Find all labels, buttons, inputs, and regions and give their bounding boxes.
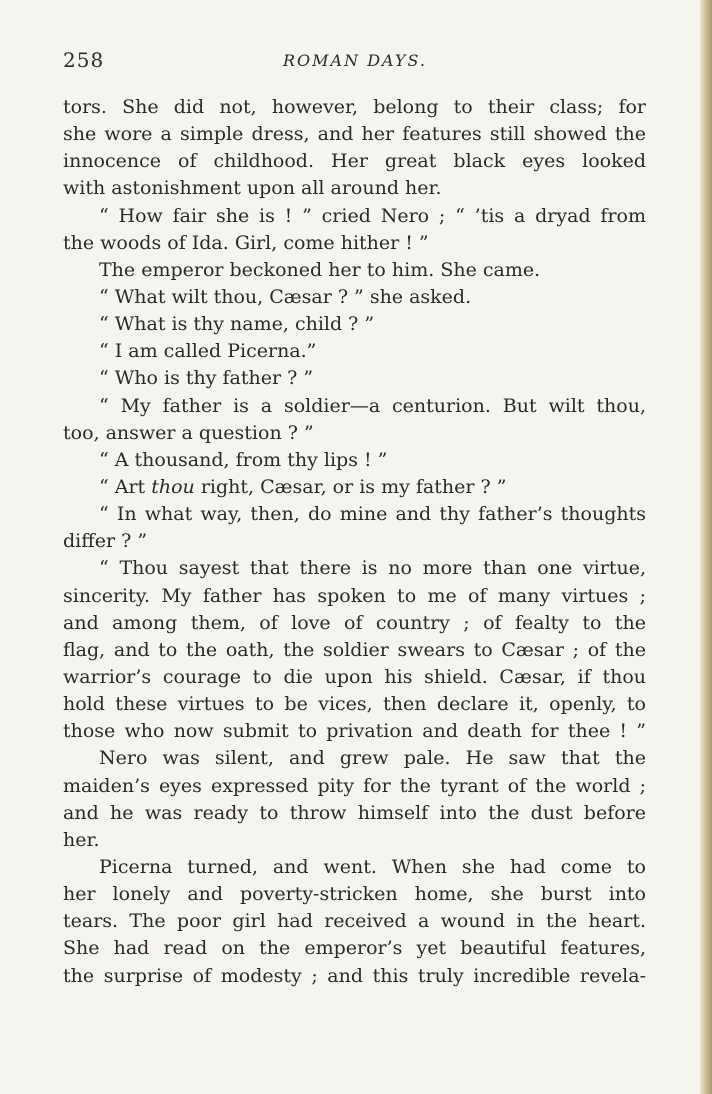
text-line: her. — [63, 828, 100, 851]
text-line: those who now submit to privation and death for thee ! ” — [63, 720, 646, 743]
text-line: hold these virtues to be vices, then declare it, openly, to — [63, 693, 646, 716]
text-line: warrior’s courage to die upon his shield. Cæsar, if thou — [63, 665, 646, 688]
text-fragment: “ Art — [99, 475, 152, 498]
text-line: Picerna turned, and went. When she had come to — [99, 855, 646, 878]
text-line: and he was ready to throw himself into the dust before — [63, 801, 646, 824]
text-line: the surprise of modesty ; and this truly incredible revela- — [63, 964, 646, 987]
page-number: 258 — [63, 48, 105, 72]
text-line — [63, 474, 646, 501]
running-title: ROMAN DAYS. — [283, 51, 427, 70]
text-line: differ ? ” — [63, 530, 148, 553]
body-text — [63, 94, 646, 990]
text-line: sincerity. My father has spoken to me of many virtues ; — [63, 584, 646, 607]
text-line: “ How fair she is ! ” cried Nero ; “ ’tis a dryad from — [99, 204, 646, 227]
text-line: with astonishment upon all around her. — [63, 177, 442, 200]
text-line: Nero was silent, and grew pale. He saw that the — [99, 747, 646, 770]
text-line: “ In what way, then, do mine and thy father’s thoughts — [99, 503, 646, 526]
text-line: flag, and to the oath, the soldier swears to Cæsar ; of the — [63, 638, 646, 661]
text-line: her lonely and poverty-stricken home, she burst into — [63, 883, 646, 906]
text-line: innocence of childhood. Her great black eyes looked — [63, 150, 646, 173]
text-line: “ Thou sayest that there is no more than one virtue, — [99, 557, 646, 580]
text-line: “ My father is a soldier—a centurion. But wilt thou, — [99, 394, 646, 417]
page-edge — [700, 0, 712, 1094]
text-line: she wore a simple dress, and her features still showed the — [63, 123, 646, 146]
text-line: the woods of Ida. Girl, come hither ! ” — [63, 231, 429, 254]
text-line: She had read on the emperor’s yet beautiful features, — [63, 937, 646, 960]
text-line: tors. She did not, however, belong to their class; for — [63, 96, 646, 118]
text-line: too, answer a question ? ” — [63, 421, 314, 444]
text-line: “ Who is thy father ? ” — [99, 367, 314, 390]
italic-word: thou — [151, 475, 195, 498]
text-line: “ What is thy name, child ? ” — [99, 313, 375, 336]
text-line: “ What wilt thou, Cæsar ? ” she asked. — [99, 285, 472, 308]
text-fragment: right, Cæsar, or is my father ? ” — [194, 475, 507, 498]
text-line: “ A thousand, from thy lips ! ” — [99, 448, 388, 471]
text-line: tears. The poor girl had received a wound in the heart. — [63, 910, 646, 933]
text-line: maiden’s eyes expressed pity for the tyrant of the world ; — [63, 774, 646, 797]
text-line: The emperor beckoned her to him. She came. — [99, 258, 541, 281]
page-header — [63, 48, 643, 78]
text-line: “ I am called Picerna.” — [99, 340, 317, 363]
text-line: and among them, of love of country ; of fealty to the — [63, 611, 646, 634]
